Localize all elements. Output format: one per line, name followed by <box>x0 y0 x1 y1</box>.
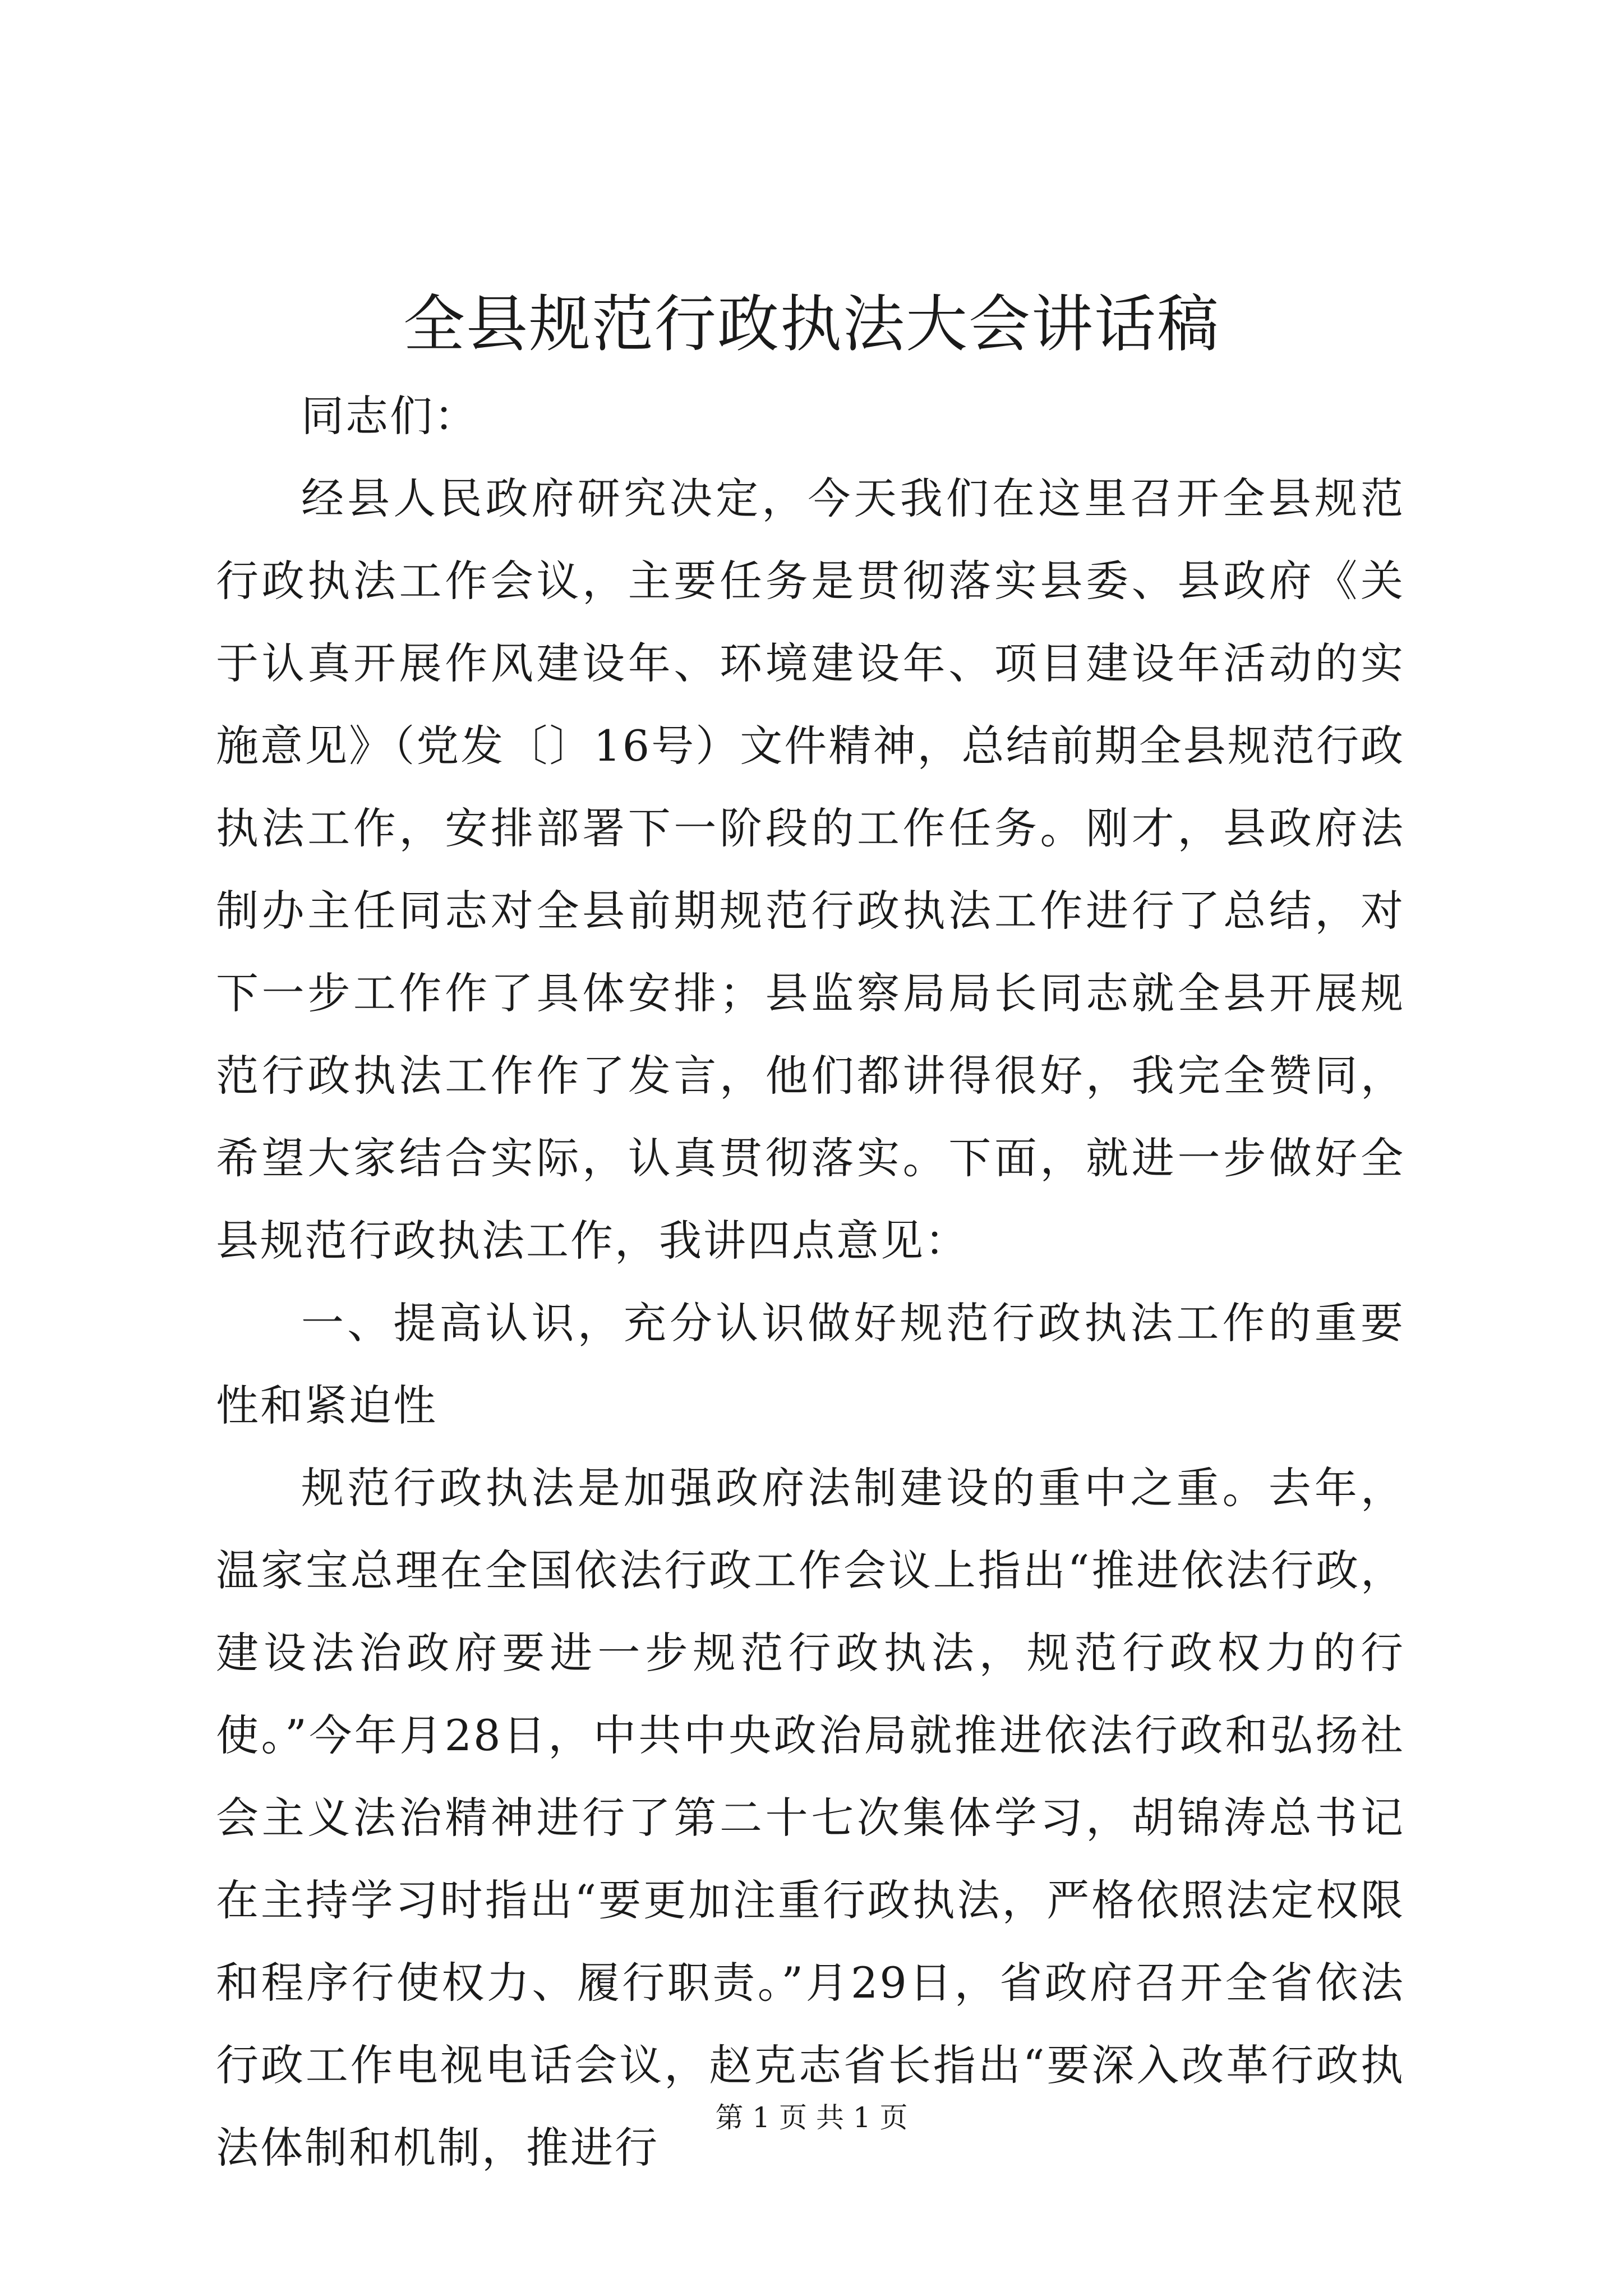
section-one-paragraph: 规范行政执法是加强政府法制建设的重中之重。去年，温家宝总理在全国依法行政工作会议上指出“推进依法行政，建设法治政府要进一步规范行政执法，规范行政权力的行使。”今年月28日，中共中央政治局就推进依法行政和弘扬社会主义法治精神进行了第二十七次集体学习，胡锦涛总书记在主持学习时指出“要更加注重行政执法，严格依照法定权限和程序行使权力、履行职责。”月29日，省政府召开全省依法行政工作电视电话会议，赵克志省长指出“要深入改革行政执法体制和机制，推进行 <box>216 1463 1405 2173</box>
document-body <box>216 375 1405 2189</box>
intro-paragraph: 经县人民政府研究决定，今天我们在这里召开全县规范行政执法工作会议，主要任务是贯彻落实县委、县政府《关于认真开展作风建设年、环境建设年、项目建设年活动的实施意见》（党发〔〕16号）文件精神，总结前期全县规范行政执法工作，安排部署下一阶段的工作任务。刚才，县政府法制办主任同志对全县前期规范行政执法工作进行了总结，对下一步工作作了具体安排；县监察局局长同志就全县开展规范行政执法工作作了发言，他们都讲得很好，我完全赞同，希望大家结合实际，认真贯彻落实。下面，就进一步做好全县规范行政执法工作，我讲四点意见： <box>216 473 1405 1266</box>
page-footer: 第 1 页 共 1 页 <box>715 2101 908 2134</box>
salutation-paragraph: 同志们： <box>301 391 478 441</box>
document-title: 全县规范行政执法大会讲话稿 <box>403 288 1220 360</box>
section-heading-one: 一、提高认识，充分认识做好规范行政执法工作的重要性和紧迫性 <box>216 1298 1405 1430</box>
